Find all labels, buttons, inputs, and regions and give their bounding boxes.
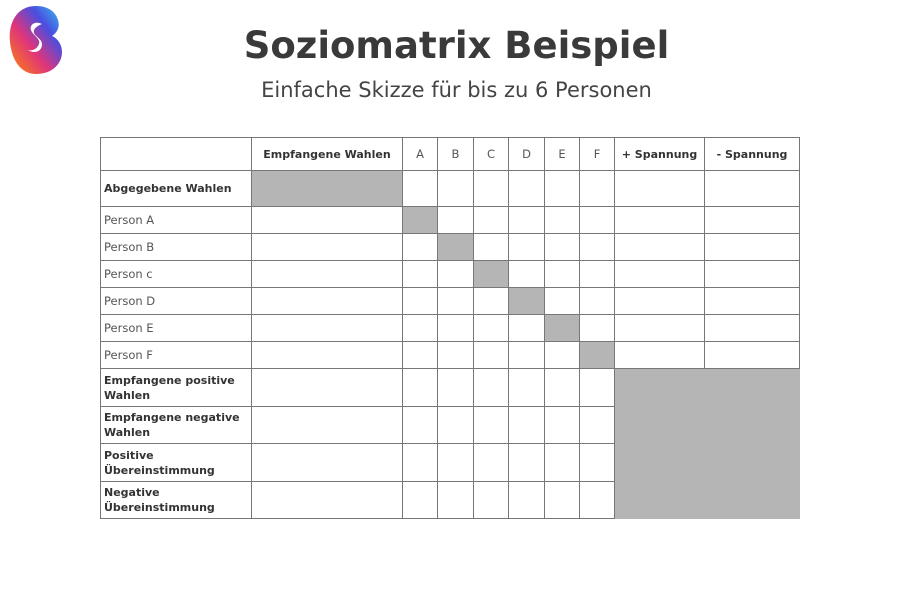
matrix-cell[interactable] (438, 444, 474, 482)
header-col-B: B (438, 138, 474, 171)
matrix-cell[interactable] (580, 288, 615, 315)
matrix-cell[interactable] (615, 342, 705, 369)
matrix-cell[interactable] (509, 342, 545, 369)
row-label-person: Person D (101, 288, 252, 315)
shaded-cell[interactable] (545, 315, 580, 342)
matrix-cell[interactable] (705, 342, 800, 369)
header-col-C: C (474, 138, 509, 171)
matrix-cell[interactable] (403, 171, 438, 207)
matrix-cell[interactable] (403, 342, 438, 369)
page-subtitle: Einfache Skizze für bis zu 6 Personen (261, 78, 652, 102)
matrix-cell[interactable] (474, 342, 509, 369)
matrix-cell[interactable] (438, 288, 474, 315)
shaded-block[interactable] (615, 369, 800, 519)
matrix-cell[interactable] (545, 342, 580, 369)
row-label-person: Person c (101, 261, 252, 288)
matrix-cell[interactable] (580, 261, 615, 288)
matrix-cell[interactable] (705, 261, 800, 288)
matrix-cell[interactable] (509, 234, 545, 261)
corner-cell (101, 138, 252, 171)
matrix-cell[interactable] (545, 234, 580, 261)
table-row (101, 207, 800, 234)
matrix-cell[interactable] (509, 261, 545, 288)
table-row (101, 234, 800, 261)
matrix-cell[interactable] (509, 444, 545, 482)
matrix-cell[interactable] (705, 207, 800, 234)
matrix-cell[interactable] (615, 261, 705, 288)
matrix-cell[interactable] (705, 288, 800, 315)
matrix-cell[interactable] (474, 234, 509, 261)
matrix-cell[interactable] (252, 342, 403, 369)
matrix-cell[interactable] (403, 407, 438, 444)
header-col-D: D (509, 138, 545, 171)
row-label-person: Person A (101, 207, 252, 234)
matrix-cell[interactable] (474, 369, 509, 407)
matrix-cell[interactable] (252, 407, 403, 444)
matrix-cell[interactable] (545, 369, 580, 407)
matrix-cell[interactable] (545, 171, 580, 207)
matrix-cell[interactable] (509, 369, 545, 407)
matrix-cell[interactable] (474, 171, 509, 207)
matrix-cell[interactable] (252, 315, 403, 342)
matrix-cell[interactable] (438, 171, 474, 207)
shaded-cell[interactable] (474, 261, 509, 288)
matrix-cell[interactable] (474, 407, 509, 444)
row-label-summary: Positive Übereinstimmung (101, 444, 252, 482)
matrix-cell[interactable] (474, 207, 509, 234)
matrix-cell[interactable] (252, 482, 403, 519)
shaded-cell[interactable] (580, 342, 615, 369)
matrix-cell[interactable] (252, 444, 403, 482)
header-col-F: F (580, 138, 615, 171)
matrix-cell[interactable] (403, 444, 438, 482)
header-col-E: E (545, 138, 580, 171)
matrix-cell[interactable] (403, 288, 438, 315)
matrix-cell[interactable] (403, 369, 438, 407)
row-label-summary: Empfangene negative Wahlen (101, 407, 252, 444)
table-row (101, 288, 800, 315)
row-label-given: Abgegebene Wahlen (101, 171, 252, 207)
matrix-cell[interactable] (580, 234, 615, 261)
matrix-cell[interactable] (509, 407, 545, 444)
row-label-person: Person B (101, 234, 252, 261)
table-row (101, 369, 800, 407)
row-label-summary: Empfangene positive Wahlen (101, 369, 252, 407)
row-label-summary: Negative Übereinstimmung (101, 482, 252, 519)
matrix-cell[interactable] (403, 482, 438, 519)
matrix-cell[interactable] (580, 407, 615, 444)
matrix-cell[interactable] (438, 407, 474, 444)
shaded-cell[interactable] (509, 288, 545, 315)
table-row (101, 315, 800, 342)
matrix-cell[interactable] (545, 407, 580, 444)
matrix-cell[interactable] (403, 234, 438, 261)
header-row (101, 138, 800, 171)
matrix-cell[interactable] (438, 261, 474, 288)
matrix-cell[interactable] (705, 315, 800, 342)
matrix-cell[interactable] (580, 369, 615, 407)
header-col-A: A (403, 138, 438, 171)
row-label-person: Person E (101, 315, 252, 342)
matrix-cell[interactable] (580, 315, 615, 342)
matrix-cell[interactable] (438, 369, 474, 407)
table-row (101, 261, 800, 288)
matrix-cell[interactable] (474, 444, 509, 482)
matrix-cell[interactable] (580, 171, 615, 207)
matrix-cell[interactable] (615, 288, 705, 315)
matrix-cell[interactable] (580, 482, 615, 519)
matrix-cell[interactable] (545, 261, 580, 288)
matrix-cell[interactable] (438, 315, 474, 342)
matrix-cell[interactable] (545, 482, 580, 519)
matrix-cell[interactable] (509, 207, 545, 234)
matrix-cell[interactable] (545, 207, 580, 234)
matrix-cell[interactable] (705, 171, 800, 207)
matrix-cell[interactable] (403, 315, 438, 342)
table-row (101, 342, 800, 369)
table-row (101, 171, 800, 207)
header-minus-tension: - Spannung (705, 138, 800, 171)
matrix-cell[interactable] (615, 315, 705, 342)
matrix-cell[interactable] (474, 288, 509, 315)
page-title: Soziomatrix Beispiel (243, 24, 670, 67)
matrix-cell[interactable] (509, 171, 545, 207)
matrix-cell[interactable] (615, 207, 705, 234)
shaded-cell[interactable] (252, 171, 403, 207)
matrix-cell[interactable] (403, 261, 438, 288)
header-plus-tension: + Spannung (615, 138, 705, 171)
matrix-cell[interactable] (474, 315, 509, 342)
matrix-cell[interactable] (252, 207, 403, 234)
matrix-cell[interactable] (252, 369, 403, 407)
matrix-cell[interactable] (438, 207, 474, 234)
matrix-cell[interactable] (509, 315, 545, 342)
matrix-cell[interactable] (545, 444, 580, 482)
header-received: Empfangene Wahlen (252, 138, 403, 171)
matrix-cell[interactable] (509, 482, 545, 519)
matrix-cell[interactable] (615, 171, 705, 207)
matrix-cell[interactable] (474, 482, 509, 519)
matrix-cell[interactable] (438, 482, 474, 519)
row-label-person: Person F (101, 342, 252, 369)
matrix-cell[interactable] (615, 234, 705, 261)
matrix-cell[interactable] (252, 261, 403, 288)
matrix-cell[interactable] (438, 342, 474, 369)
matrix-cell[interactable] (252, 234, 403, 261)
matrix-cell[interactable] (580, 207, 615, 234)
shaded-cell[interactable] (403, 207, 438, 234)
sociomatrix-table (100, 137, 800, 519)
matrix-cell[interactable] (252, 288, 403, 315)
shaded-cell[interactable] (438, 234, 474, 261)
matrix-cell[interactable] (705, 234, 800, 261)
matrix-cell[interactable] (580, 444, 615, 482)
matrix-cell[interactable] (545, 288, 580, 315)
